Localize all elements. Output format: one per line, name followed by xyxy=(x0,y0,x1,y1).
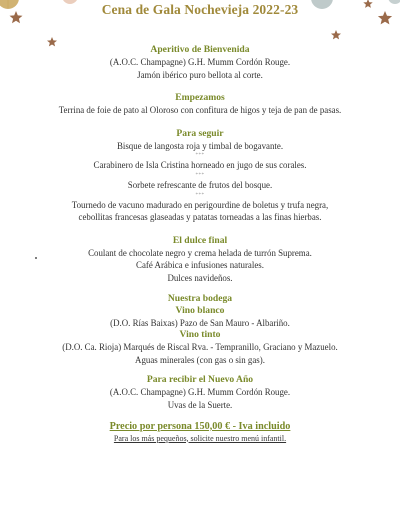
menu-item: Coulant de chocolate negro y crema helada de turrón Suprema. xyxy=(88,247,312,258)
menu-item: Tournedo de vacuno madurado en perigourdine de boletus y trufa negra, xyxy=(71,199,329,210)
subsection-title: Vino tinto xyxy=(179,329,221,341)
menu-item: Jamón ibérico puro bellota al corte. xyxy=(137,69,263,80)
menu-item: Dulces navideños. xyxy=(167,272,233,283)
kids-menu-note: Para los más pequeños, solicite nuestro menú infantil. xyxy=(113,433,287,443)
menu-item: Sorbete refrescante de frutos del bosque. xyxy=(127,179,273,190)
section-title: Para recibir el Nuevo Año xyxy=(146,374,254,386)
separator: *** xyxy=(195,153,205,159)
star-icon xyxy=(331,30,341,39)
section-title: Nuestra bodega xyxy=(167,292,233,304)
separator: *** xyxy=(195,192,205,198)
subsection-title: Vino blanco xyxy=(175,304,225,316)
menu-item: cebollitas francesas glaseadas y patatas torneadas a las finas hierbas. xyxy=(78,212,322,223)
menu-item: (D.O. Ca. Rioja) Marqués de Riscal Rva. - Tempranillo, Graciano y Mazuelo. xyxy=(62,342,338,353)
separator: *** xyxy=(195,172,205,178)
page-title: Cena de Gala Nochevieja 2022-23 xyxy=(101,2,299,17)
section-title: Aperitivo de Bienvenida xyxy=(150,44,250,55)
menu-item: Uvas de la Suerte. xyxy=(167,399,233,410)
menu-item: Carabinero de Isla Cristina horneado en jugo de sus corales. xyxy=(93,160,307,171)
section-para-seguir xyxy=(0,128,400,224)
menu-item: (A.O.C. Champagne) G.H. Mumm Cordón Rouge. xyxy=(109,387,291,398)
section-title: El dulce final xyxy=(172,234,228,246)
section-title: Para seguir xyxy=(176,127,224,139)
menu-body xyxy=(0,44,400,444)
section-empezamos xyxy=(0,92,400,117)
menu-item: (A.O.C. Champagne) G.H. Mumm Cordón Rouge. xyxy=(109,57,291,67)
price-line: Precio por persona 150,00 € - Iva incluido xyxy=(109,420,291,432)
menu-item: (D.O. Rías Baixas) Pazo de San Mauro - Albariño. xyxy=(110,317,290,328)
menu-item: Café Arábica e infusiones naturales. xyxy=(136,260,264,271)
section-title: Empezamos xyxy=(175,92,225,104)
section-bodega xyxy=(0,293,400,367)
menu-item: Aguas minerales (con gas o sin gas). xyxy=(135,354,265,365)
section-dulce xyxy=(0,235,400,285)
menu-item: Terrina de foie de pato al Oloroso con confitura de higos y teja de pan de pasas. xyxy=(58,105,342,116)
menu-item: Bisque de langosta roja y timbal de bogavante. xyxy=(116,140,284,151)
section-nuevo-ano xyxy=(0,374,400,411)
section-aperitivo xyxy=(0,44,400,81)
